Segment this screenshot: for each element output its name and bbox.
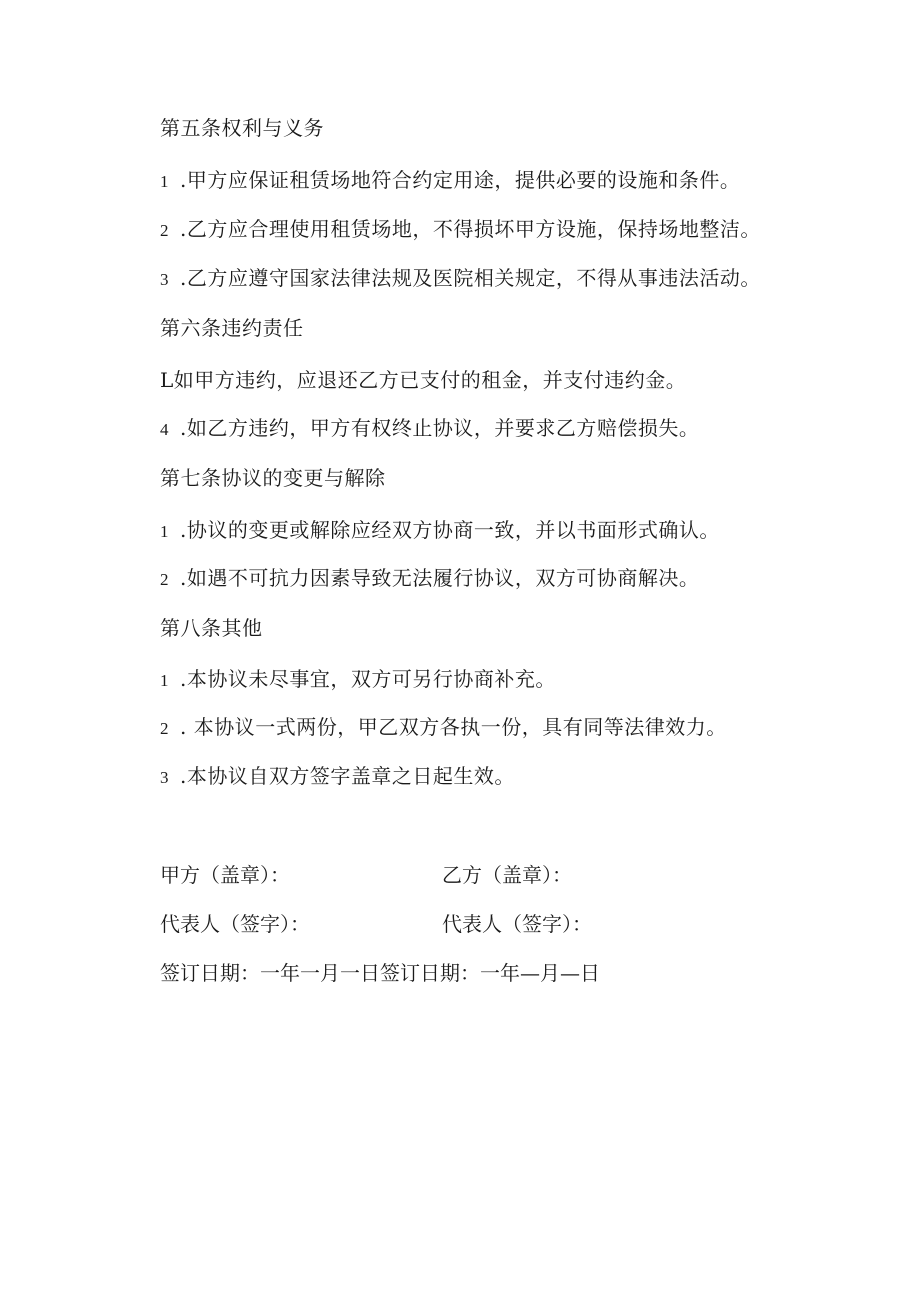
item-number: 1: [160, 522, 169, 541]
item-text: .如遇不可抗力因素导致无法履行协议，双方可协商解决。: [180, 566, 700, 590]
item-number: 1: [160, 172, 169, 191]
section-8-item-1: [160, 665, 556, 695]
section-7-item-2: [160, 564, 699, 594]
item-text: .甲方应保证租赁场地符合约定用途，提供必要的设施和条件。: [180, 168, 741, 192]
item-number: 3: [160, 270, 169, 289]
section-5-heading: 第五条权利与义务: [160, 116, 324, 140]
party-a-seal-label: 甲方（盖章）：: [160, 863, 290, 887]
section-8-heading: 第八条其他: [160, 616, 263, 640]
party-b-representative-label: 代表人（签字）：: [442, 912, 592, 936]
party-a-representative-label: 代表人（签字）：: [160, 912, 310, 936]
item-number: 2: [160, 719, 169, 738]
item-number: 1: [160, 671, 169, 690]
section-8-item-3: [160, 762, 515, 792]
party-b-seal-label: 乙方（盖章）：: [442, 863, 572, 887]
signing-date-line: 签订日期：一年一月一日签订日期：一年—月—日: [160, 961, 600, 985]
section-6-heading: 第六条违约责任: [160, 316, 304, 340]
section-5-item-2: [160, 215, 761, 245]
section-7-item-1: [160, 516, 720, 546]
item-number: 3: [160, 768, 169, 787]
item-number: 2: [160, 570, 169, 589]
item-text: .本协议未尽事宜，双方可另行协商补充。: [180, 667, 556, 691]
item-text: .乙方应合理使用租赁场地，不得损坏甲方设施，保持场地整洁。: [180, 217, 761, 241]
item-number: 4: [160, 420, 169, 439]
item-text: . 本协议一式两份，甲乙双方各执一份，具有同等法律效力。: [180, 715, 727, 739]
section-6-item-2: [160, 414, 699, 444]
section-6-item-1: L如甲方违约，应退还乙方已支付的租金，并支付违约金。: [160, 368, 687, 392]
item-text: .本协议自双方签字盖章之日起生效。: [180, 764, 515, 788]
section-5-item-3: [160, 264, 761, 294]
section-7-heading: 第七条协议的变更与解除: [160, 466, 386, 490]
item-text: .乙方应遵守国家法律法规及医院相关规定，不得从事违法活动。: [180, 266, 761, 290]
item-text: .协议的变更或解除应经双方协商一致，并以书面形式确认。: [180, 518, 720, 542]
section-8-item-2: [160, 713, 727, 743]
section-5-item-1: [160, 166, 740, 196]
item-text: .如乙方违约，甲方有权终止协议，并要求乙方赔偿损失。: [180, 416, 700, 440]
item-number: 2: [160, 221, 169, 240]
